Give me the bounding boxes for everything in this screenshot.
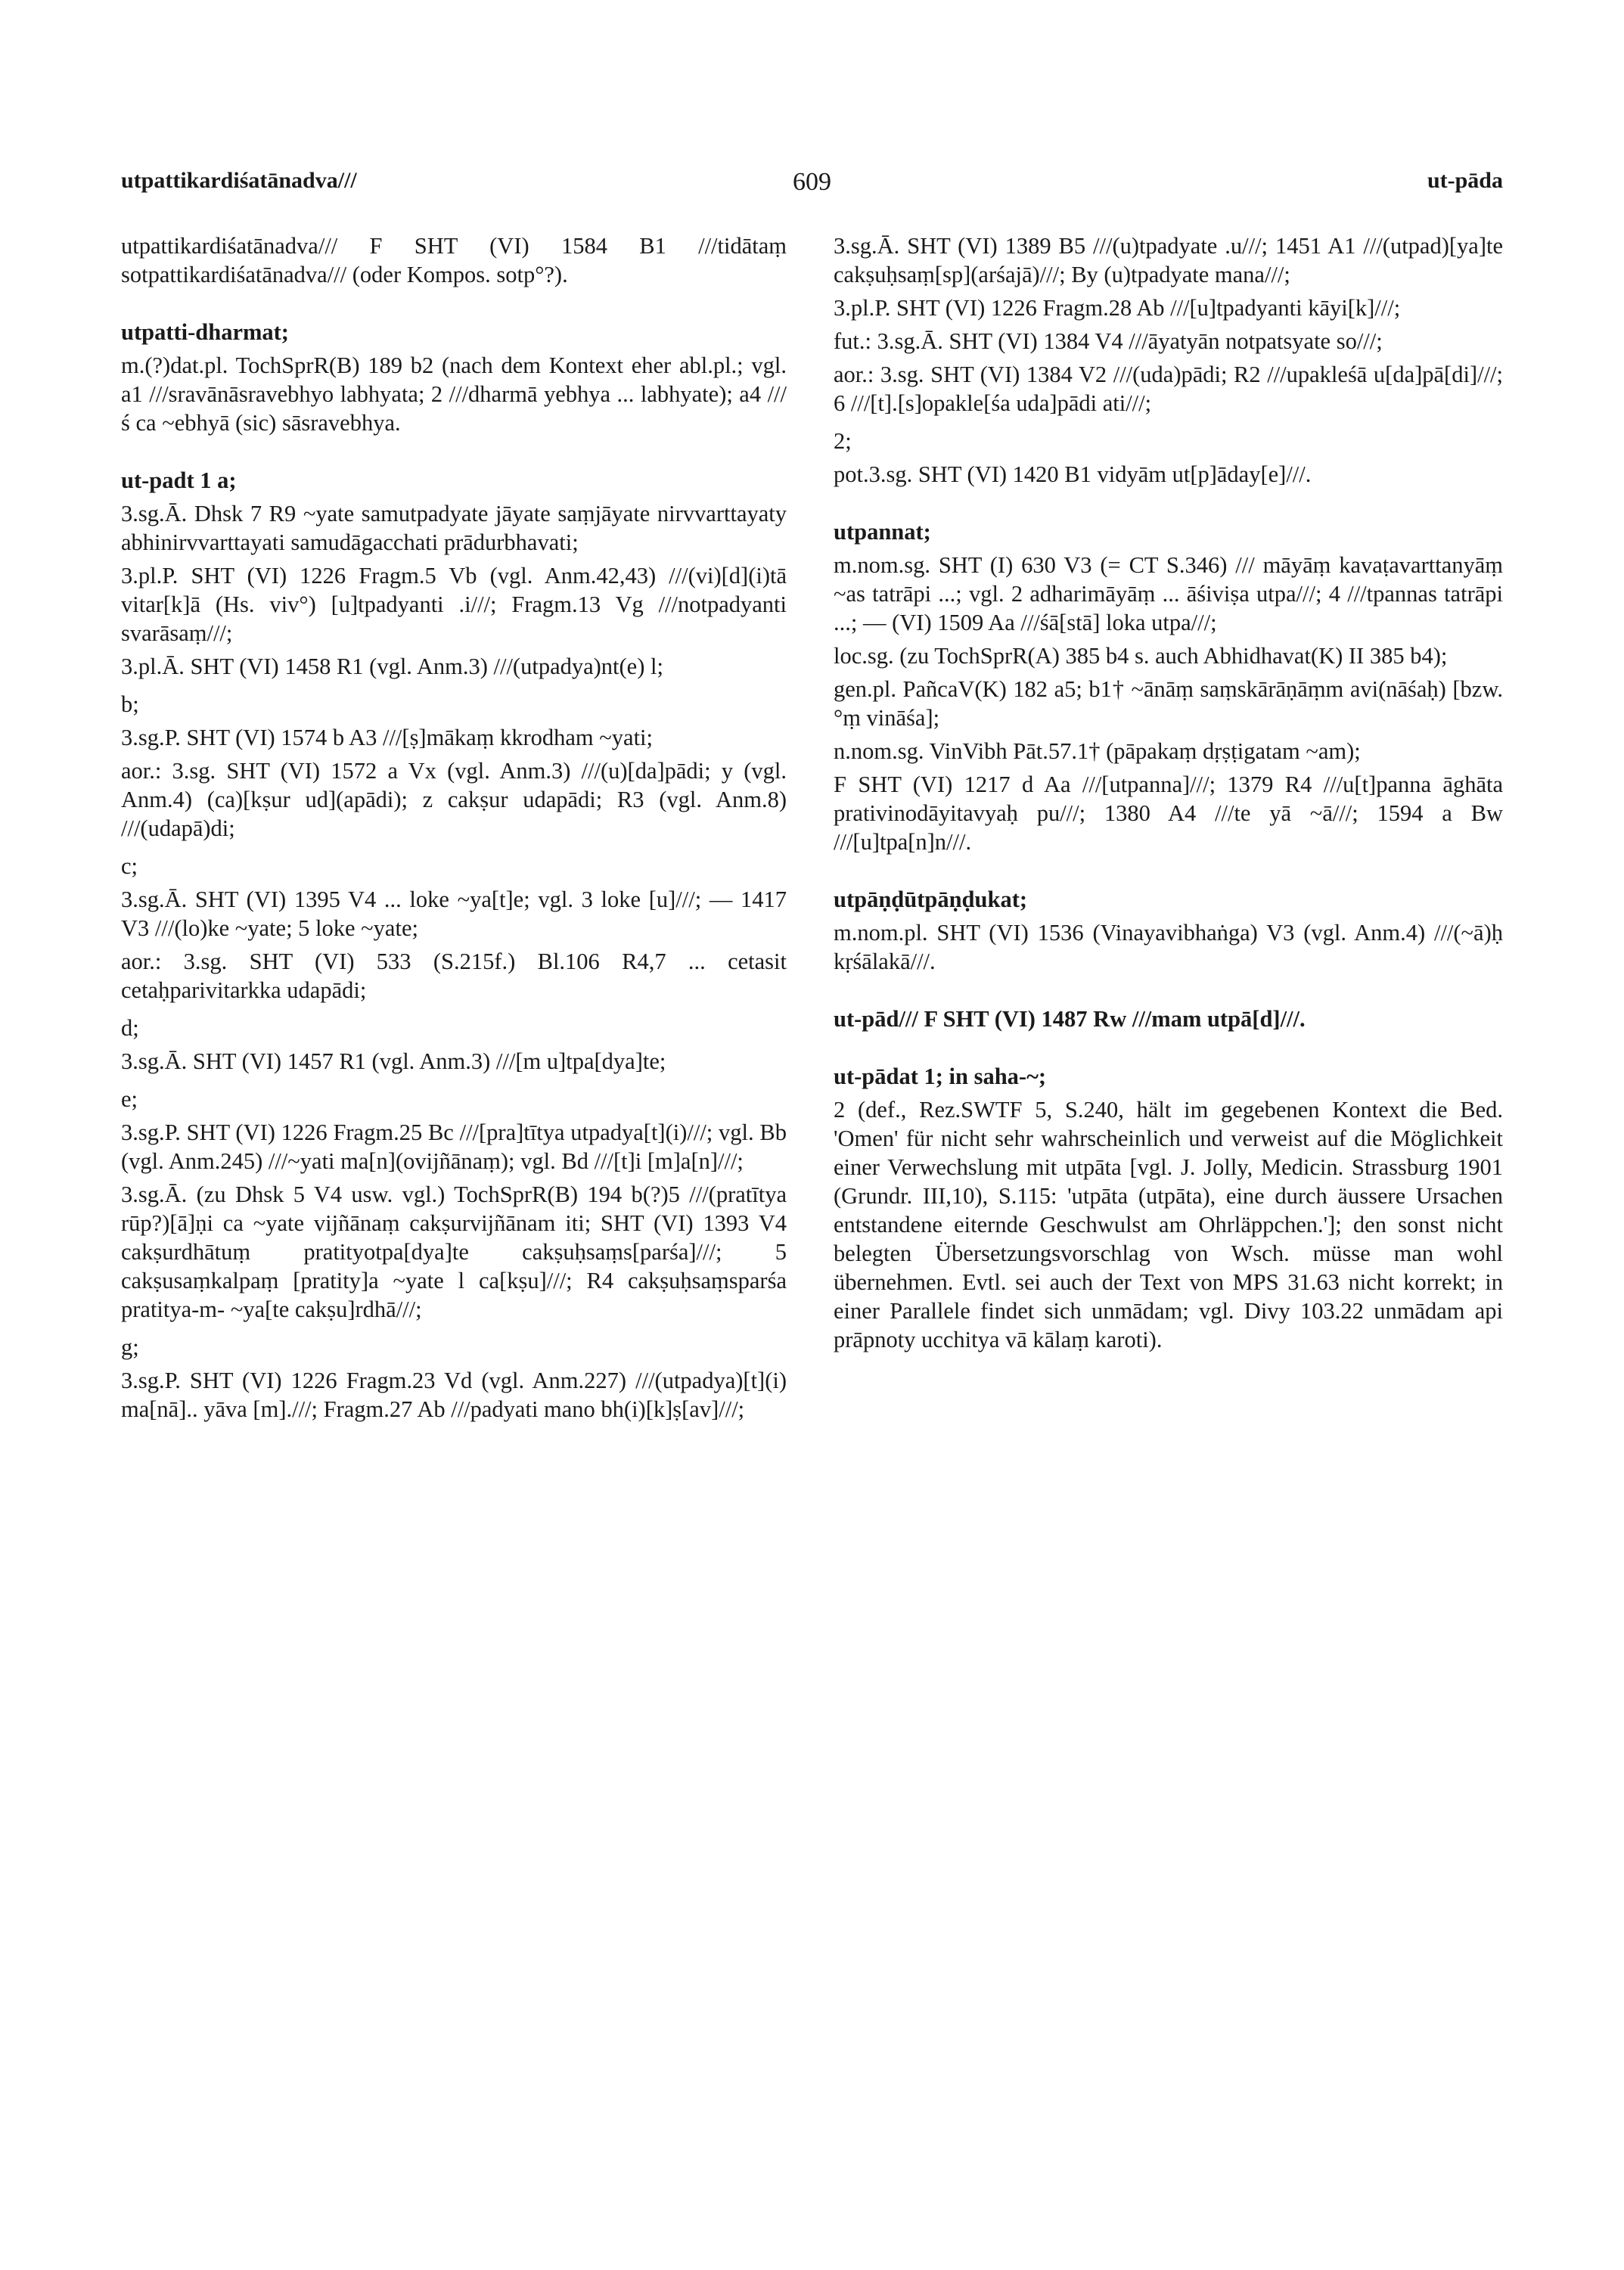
entry-text: aor.: 3.sg. SHT (VI) 1384 V2 ///(uda)pādi; R2 ///upakleśā u[da]pā[di]///; 6 ///[t].[s]opakle[śa uda]pādi ati///; (834, 362, 1503, 416)
lemma-heading: utpannat; (834, 519, 931, 545)
entry-text: m.(?)dat.pl. TochSprR(B) 189 b2 (nach dem Kontext eher abl.pl.; vgl. a1 ///sravānāsravebhyo labhyata; 2 ///dharmā yebhya ... labhyate); a4 ///ś ca ~ebhyā (sic) sāsravebhya. (121, 352, 787, 436)
entry-text: 3.pl.P. SHT (VI) 1226 Fragm.5 Vb (vgl. Anm.42,43) ///(vi)[d](i)tā vitar[k]ā (Hs. viv°) [u]tpadyanti .i///; Fragm.13 Vg ///notpadyanti svarāsaṃ///; (121, 563, 787, 646)
entry-text: 3.sg.Ā. SHT (VI) 1389 B5 ///(u)tpadyate .u///; 1451 A1 ///(utpad)[ya]te cakṣuḥsaṃ[sp](arśajā)///; By (u)tpadyate mana///; (834, 233, 1503, 287)
header-left-catchword: utpattikardiśatānadva/// (121, 168, 357, 193)
entry-text: m.nom.pl. SHT (VI) 1536 (Vinayavibhaṅga) V3 (vgl. Anm.4) ///(~ā)ḥ kṛśālakā///. (834, 920, 1503, 974)
entry-text: gen.pl. PañcaV(K) 182 a5; b1† ~ānāṃ saṃskārāṇāṃm avi(nāśaḥ) [bzw. °ṃ vināśa]; (834, 676, 1503, 731)
page-number: 609 (793, 168, 831, 196)
entry-text: aor.: 3.sg. SHT (VI) 533 (S.215f.) Bl.106 R4,7 ... cetasit cetaḥparivitarkka udapādi; (121, 949, 787, 1003)
entry-text: 3.sg.Ā. SHT (VI) 1457 R1 (vgl. Anm.3) ///[m u]tpa[dya]te; (121, 1048, 666, 1074)
left-column (121, 227, 787, 1424)
lemma-heading: utpatti-dharmat; (121, 319, 289, 345)
entry-text: 3.sg.P. SHT (VI) 1226 Fragm.25 Bc ///[pra]tītya utpadya[t](i)///; vgl. Bb (vgl. Anm.245) ///~yati ma[n](ovijñānaṃ); vgl. Bd ///[t]i [m]a[n]///; (121, 1119, 787, 1174)
entry-text: loc.sg. (zu TochSprR(A) 385 b4 s. auch Abhidhavat(K) II 385 b4); (834, 643, 1448, 669)
section-marker: b; (121, 691, 139, 717)
entry-text: 3.sg.P. SHT (VI) 1574 b A3 ///[ṣ]mākaṃ kkrodham ~yati; (121, 725, 653, 750)
entry-text: F SHT (VI) 1217 d Aa ///[utpanna]///; 1379 R4 ///u[t]panna āghāta prativinodāyitavyaḥ pu///; 1380 A4 ///te yā ~ā///; 1594 a Bw ///[u]tpa[n]n///. (834, 772, 1503, 855)
entry-text: 2 (def., Rez.SWTF 5, S.240, hält im gegebenen Kontext die Bed. 'Omen' für nicht sehr wahrscheinlich und verweist auf die Möglichkeit einer Verwechslung mit utpāta [vgl. J. Jolly, Medicin. Strassburg 1901 (Grundr. III,10), S.115: 'utpāta (utpāta), eine durch äussere Ursachen entstandene eiternde Geschwulst am Ohrläppchen.']; den sonst nicht belegten Übersetzungsvorschlag von Wsch. müsse man wohl übernehmen. Evtl. sei auch der Text von MPS 31.63 nicht korrekt; in einer Parallele findet sich unmādam; vgl. Divy 103.22 unmādam api prāpnoty ucchitya vā kālaṃ karoti). (834, 1097, 1503, 1352)
section-marker: e; (121, 1086, 138, 1112)
section-marker: 2; (834, 428, 852, 454)
entry-text: 3.pl.P. SHT (VI) 1226 Fragm.28 Ab ///[u]tpadyanti kāyi[k]///; (834, 295, 1401, 321)
entry-text: aor.: 3.sg. SHT (VI) 1572 a Vx (vgl. Anm.3) ///(u)[da]pādi; y (vgl. Anm.4) (ca)[kṣur ud](apādi); z cakṣur udapādi; R3 (vgl. Anm.8) ///(udapā)di; (121, 758, 787, 841)
right-column (834, 227, 1503, 1354)
entry-text: n.nom.sg. VinVibh Pāt.57.1† (pāpakaṃ dṛṣṭigatam ~am); (834, 738, 1361, 764)
entry-text: 3.sg.P. SHT (VI) 1226 Fragm.23 Vd (vgl. Anm.227) ///(utpadya)[t](i) ma[nā].. yāva [m].///; Fragm.27 Ab ///padyati mano bh(i)[k]ṣ[av]///; (121, 1368, 787, 1422)
entry-text: 3.sg.Ā. (zu Dhsk 5 V4 usw. vgl.) TochSprR(B) 194 b(?)5 ///(pratītya rūp?)[ā]ṇi ca ~yate vijñānaṃ cakṣurvijñānam iti; SHT (VI) 1393 V4 cakṣurdhātuṃ pratityotpa[dya]te cakṣuḥsaṃs[parśa]///; 5 cakṣusaṃkalpaṃ [pratity]a ~yate l ca[kṣu]///; R4 cakṣuḥsaṃsparśa pratitya-m- ~ya[te cakṣu]rdhā///; (121, 1182, 787, 1322)
entry-text: m.nom.sg. SHT (I) 630 V3 (= CT S.346) /// māyāṃ kavaṭavarttanyāṃ ~as tatrāpi ...; vgl. 2 adharimāyāṃ ... āśiviṣa utpa///; 4 ///tpannas tatrāpi ...; — (VI) 1509 Aa ///śā[stā] loka utpa///; (834, 552, 1503, 635)
section-marker: g; (121, 1334, 139, 1360)
section-marker: c; (121, 853, 138, 879)
lemma-heading: utpāṇḍūtpāṇḍukat; (834, 887, 1028, 912)
running-head (121, 168, 1503, 198)
entry-text: 3.sg.Ā. Dhsk 7 R9 ~yate samutpadyate jāyate saṃjāyate nirvvarttayaty abhinirvvarttayati samudāgacchati prādurbhavati; (121, 501, 787, 555)
lemma-heading: ut-pādat 1; in saha-~; (834, 1064, 1047, 1089)
lemma-heading: ut-pād/// F SHT (VI) 1487 Rw ///mam utpā[d]///. (834, 1006, 1306, 1032)
entry-text: 3.sg.Ā. SHT (VI) 1395 V4 ... loke ~ya[t]e; vgl. 3 loke [u]///; — 1417 V3 ///(lo)ke ~yate; 5 loke ~yate; (121, 887, 787, 941)
section-marker: d; (121, 1015, 139, 1041)
entry-text: pot.3.sg. SHT (VI) 1420 B1 vidyām ut[p]āday[e]///. (834, 461, 1312, 487)
entry-text: utpattikardiśatānadva/// F SHT (VI) 1584 B1 ///tidātaṃ sotpattikardiśatānadva/// (oder Kompos. sotp°?). (121, 233, 787, 287)
entry-text: fut.: 3.sg.Ā. SHT (VI) 1384 V4 ///āyatyān notpatsyate so///; (834, 328, 1383, 354)
header-right-catchword: ut-pāda (1427, 168, 1503, 193)
lemma-heading: ut-padt 1 a; (121, 467, 237, 493)
entry-text: 3.pl.Ā. SHT (VI) 1458 R1 (vgl. Anm.3) ///(utpadya)nt(e) l; (121, 654, 663, 679)
